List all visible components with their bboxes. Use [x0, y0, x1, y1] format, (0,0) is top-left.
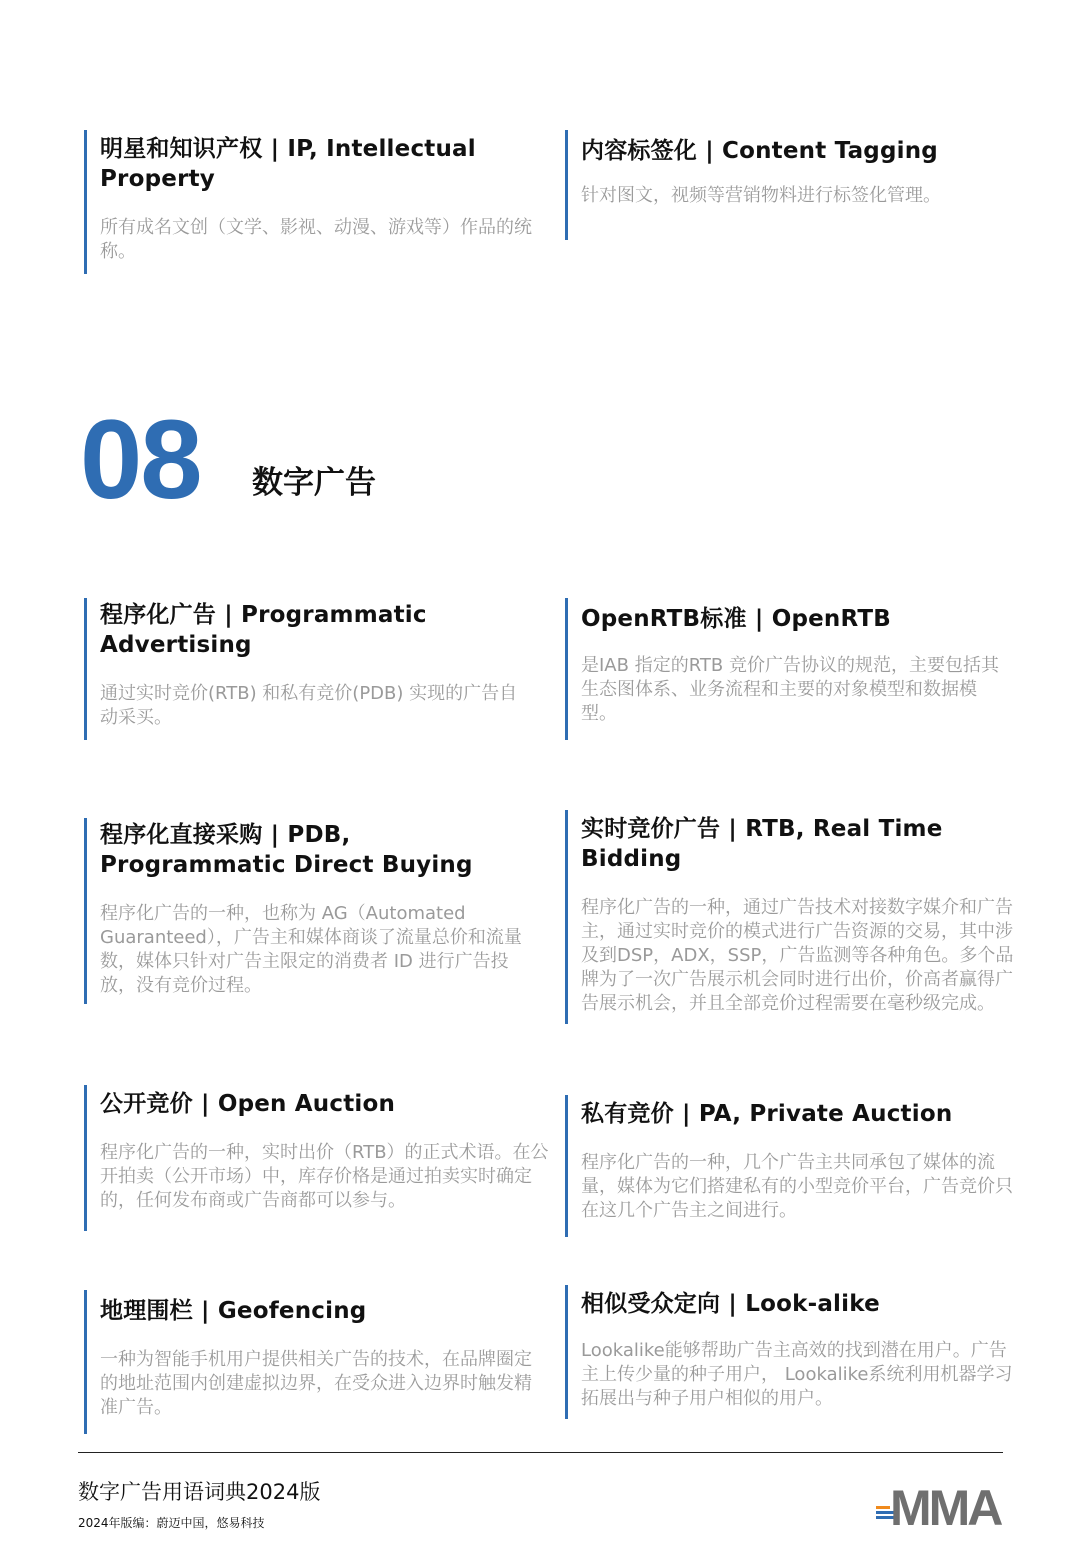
entry-title: OpenRTB标准 | OpenRTB — [581, 606, 891, 632]
entry-desc: Lookalike能够帮助广告主高效的找到潜在用户。广告主上传少量的种子用户， Lookalike系统利用机器学习拓展出与种子用户相似的用户。 — [581, 1340, 1013, 1409]
entry-title: 程序化直接采购 | PDB, Programmatic Direct Buying — [100, 822, 473, 878]
entry-title: 实时竞价广告 | RTB, Real Time Bidding — [581, 816, 943, 872]
entry-desc: 程序化广告的一种，通过广告技术对接数字媒介和广告主，通过实时竞价的模式进行广告资源的交易，其中涉及到DSP，ADX，SSP，广告监测等各种角色。多个品牌为了一次广告展示机会同时进行出价，价高者赢得广告展示机会，并且全部竞价过程需要在毫秒级完成。 — [581, 897, 1014, 1014]
entry-rtb — [565, 810, 1023, 1024]
entry-desc: 是IAB 指定的RTB 竞价广告协议的规范，主要包括其生态图体系、业务流程和主要的对象模型和数据模型。 — [581, 655, 999, 724]
entry-desc: 程序化广告的一种，也称为 AG（Automated Guaranteed），广告主和媒体商谈了流量总价和流量数，媒体只针对广告主限定的消费者 ID 进行广告投放，没有竞价过程。 — [100, 903, 522, 996]
entry-open-auction — [84, 1085, 552, 1231]
entry-pdb — [84, 818, 536, 1004]
entry-look-alike — [565, 1285, 1017, 1419]
entry-title: 相似受众定向 | Look-alike — [581, 1291, 880, 1317]
entry-desc: 程序化广告的一种，实时出价（RTB）的正式术语。在公开拍卖（公开市场）中，库存价格是通过拍卖实时确定的，任何发布商或广告商都可以参与。 — [100, 1142, 549, 1211]
entry-programmatic-advertising — [84, 598, 524, 740]
mma-logo — [876, 1480, 1021, 1536]
entry-content-tagging — [565, 130, 1005, 240]
logo-text: MMA — [890, 1480, 1001, 1536]
entry-desc: 通过实时竞价(RTB) 和私有竞价(PDB) 实现的广告自动采买。 — [100, 683, 518, 728]
footer-divider — [78, 1452, 1003, 1453]
entry-title: 公开竞价 | Open Auction — [100, 1091, 396, 1117]
entry-desc: 一种为智能手机用户提供相关广告的技术，在品牌圈定的地址范围内创建虚拟边界，在受众进入边界时触发精准广告。 — [100, 1349, 532, 1418]
entry-desc: 所有成名文创（文学、影视、动漫、游戏等）作品的统称。 — [100, 217, 532, 262]
entry-openrtb — [565, 598, 1005, 740]
entry-ip — [84, 130, 544, 274]
footer-title: 数字广告用语词典2024版 — [78, 1480, 321, 1504]
entry-title: 程序化广告 | Programmatic Advertising — [100, 602, 427, 658]
entry-desc: 针对图文，视频等营销物料进行标签化管理。 — [581, 185, 941, 206]
entry-private-auction — [565, 1095, 1017, 1237]
footer-subtitle: 2024年版编：蔚迈中国，悠易科技 — [78, 1516, 265, 1530]
entry-title: 地理围栏 | Geofencing — [100, 1298, 367, 1324]
chapter-title: 数字广告 — [252, 465, 376, 501]
entry-title: 内容标签化 | Content Tagging — [581, 138, 938, 164]
entry-geofencing — [84, 1290, 544, 1434]
chapter-number: 08 — [80, 397, 201, 522]
entry-desc: 程序化广告的一种，几个广告主共同承包了媒体的流量，媒体为它们搭建私有的小型竞价平台，广告竞价只在这几个广告主之间进行。 — [581, 1152, 1013, 1221]
entry-title: 私有竞价 | PA, Private Auction — [581, 1101, 953, 1127]
entry-title: 明星和知识产权 | IP, Intellectual Property — [100, 136, 476, 192]
